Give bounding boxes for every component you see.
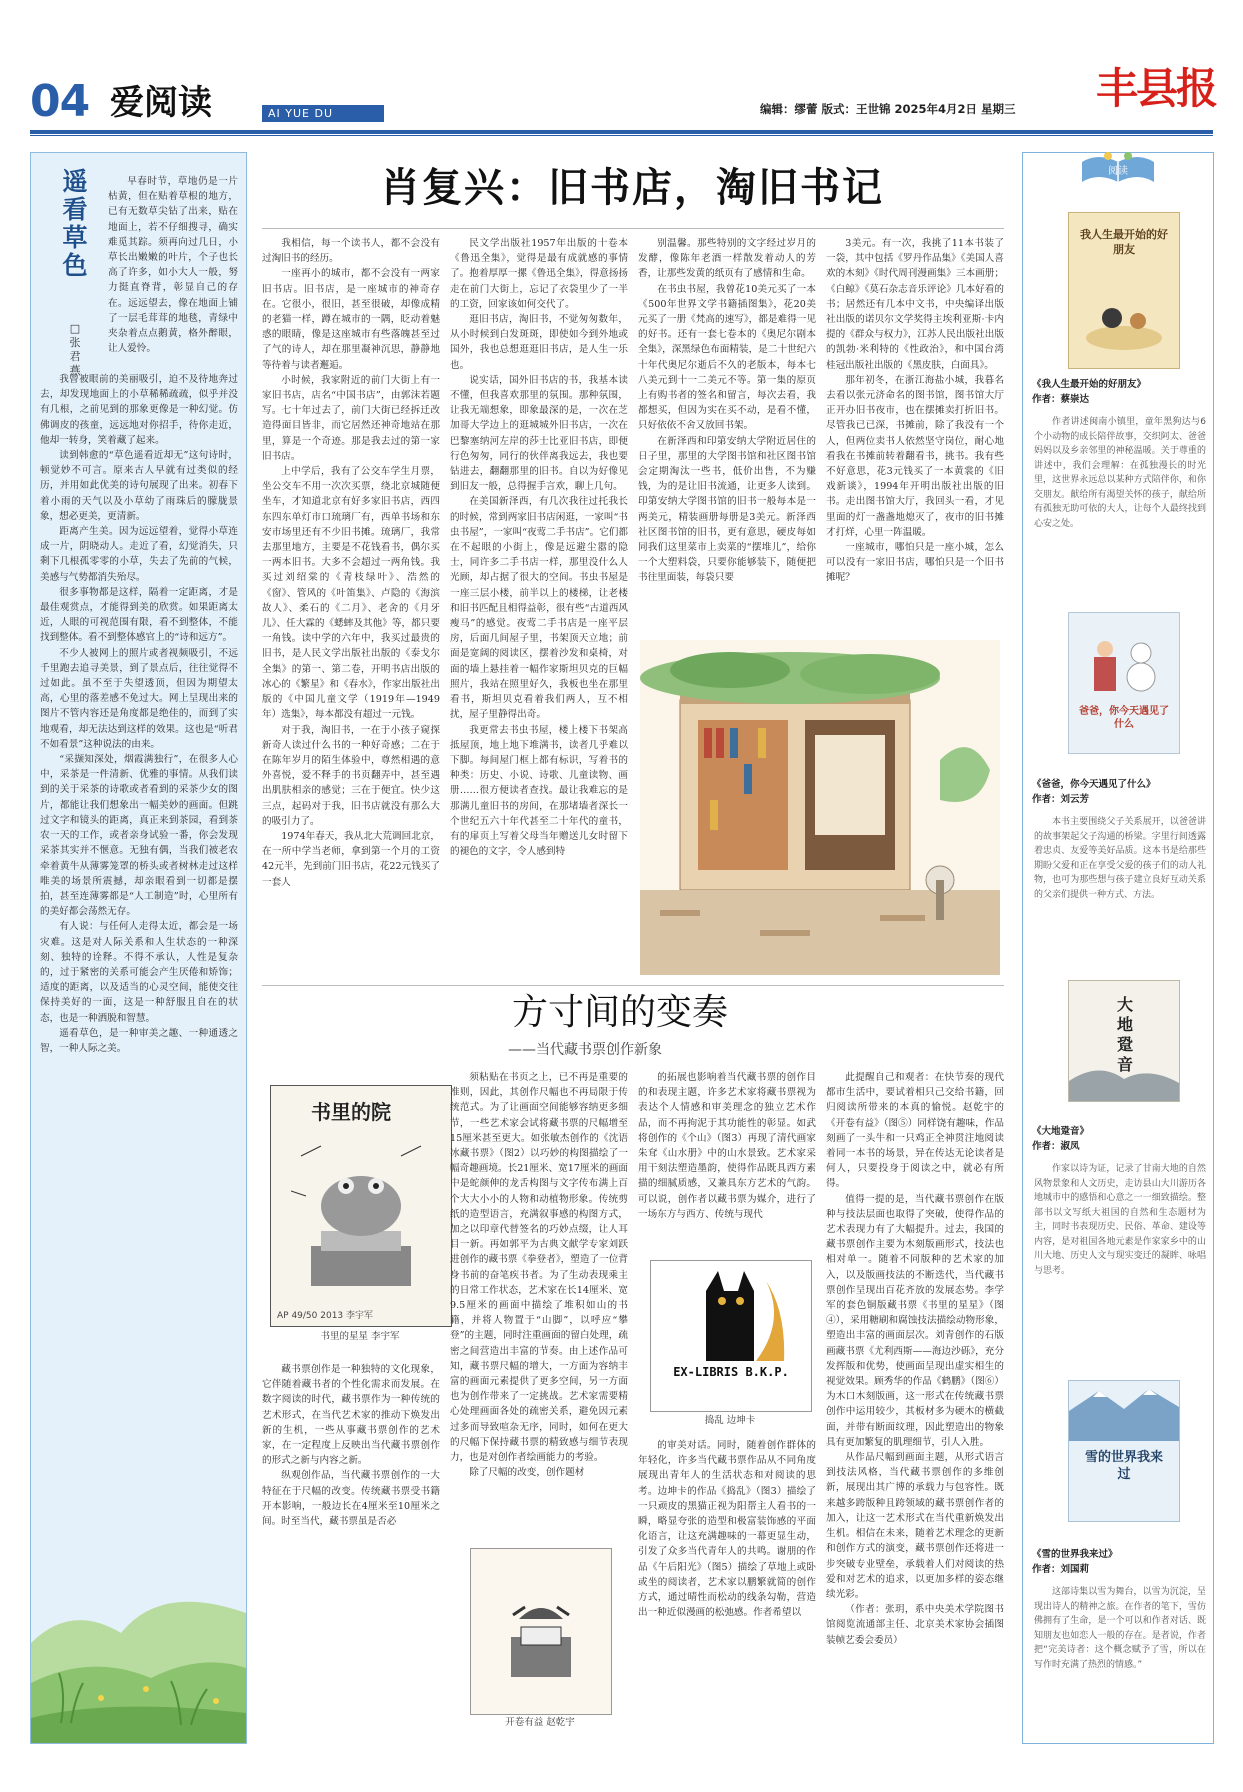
book-cover-4: [1068, 1380, 1180, 1522]
paragraph: 在美国新泽西，有几次我往过托我长的时候，常到两家旧书店闲逛，一家叫“书虫书屋”，一家叫“夜莺二手书店”。它们都在不起眼的小街上，像是远避尘嚣的隐士，同许多二手书店一样，那里没什么人光顾，却占据了很大的空间。书虫书屋是一座三层小楼，前半以上的楼梯，让老楼和旧书匹配且相得益彰，很有些“古道西风瘦马”的感觉。夜莺二手书店是一座平层房，后面几间屋子里，书架顶天立地；前面是宽阔的阅读区，摆着沙发和桌椅，对面的墙上悬挂着一幅作家斯坦贝克的巨幅照片，我站在照里好久，我板也坐在那里看书，斯坦贝克看着我们两人，互不相扰，屋子里静得出奇。: [450, 496, 628, 721]
ox-reading-illustration: [491, 1567, 591, 1687]
bookplate-1-title: 书里的院: [311, 1100, 391, 1124]
second-article-title: 方寸间的变奏: [512, 992, 729, 1033]
paragraph: 不少人被网上的照片或者视频吸引，不远千里跑去追寻美景，到了景点后，往往觉得不过如此。虽不至于失望透顶，但因为期望太高，心里的落差感不免过大。网上呈现出来的图片不管内容还是角度都是绝佳的，而到了实地观看，却无法达到这样的效果。这也是“听君不如看景”这种说法的由来。: [40, 647, 238, 750]
paragraph: 藏书票创作是一种独特的文化现象，它伴随着藏书者的个性化需求而发展。在数字阅读的时代，藏书票作为一种传统的艺术形式，在当代艺术家的推动下焕发出新的生机，一些从事藏书票创作的艺术家，在一定程度上反映出当代藏书票创作的形式之新与内容之新。: [262, 1364, 440, 1467]
header-rule-thin: [30, 135, 1213, 136]
paragraph: 距离产生美。因为远远望着，觉得小草连成一片，阴晓动人。走近了看，幻觉消失，只剩下几根孤零零的小草，失去了先前的气候，美感与气势都消失殆尽。: [40, 526, 238, 583]
paragraph: 小时候，我家附近的前门大街上有一家旧书店，店名“中国书店”，由郭沫若题写。七十年过去了，前门大街已经拆迁改造得面目皆非，而它居然还神奇地站在那里，算是一个奇迹。那是我去过的第一家旧书店。: [262, 374, 440, 462]
frog-illustration: [291, 1136, 431, 1296]
book-1-desc: [1034, 415, 1206, 595]
paragraph: 民文学出版社1957年出版的十卷本《鲁迅全集》，觉得是最有成就感的事情了。抱着厚厚一摞《鲁迅全集》，得意扬扬走在前门大街上，忘记了衣袋里少了一半的工资，回家该如何交代了。: [450, 238, 628, 310]
title-divider: [262, 228, 1004, 229]
masthead-logo: 丰县报: [1096, 64, 1217, 113]
section-title: 爱阅读: [110, 83, 212, 123]
bookplate-image-1: [270, 1085, 452, 1327]
bookplate-2-caption: 捣乱 边坤卡: [704, 1415, 756, 1426]
paragraph: 一座再小的城市，都不会没有一两家旧书店。旧书店，是一座城市的神奇存在。它很小，很旧，甚至很破，却像成精的老猫一样，蹲在城市的一隅，眨动着魅惑的眼睛，像是这座城市有些落魄甚至过了气的诗人，却在那里凝神沉思，静静地等待着与读者邂逅。: [262, 268, 440, 371]
paragraph: 在新泽西和印第安纳大学附近居住的日子里，那里的大学图书馆和社区图书馆会定期淘汰一些书，低价出售，不为赚钱，为的是让旧书流通，让更多人读到。印第安纳大学图书馆的旧书一般每本是一两美元，精装画册每册是3美元。新泽西社区图书馆的旧书，更有意思，硬皮每如同我们这里菜市上卖菜的“摆堆儿”，给你一个大塑料袋，只要你能够装下，随便把书往里面装，每袋只要: [638, 435, 816, 584]
main-col-1: [262, 236, 440, 996]
paragraph: （作者：张玥，系中央美术学院图书馆阅览流通部主任、北京美术家协会插图装帧艺委会委员）: [826, 1604, 1004, 1646]
book-4-desc-text: 这部诗集以雪为舞台，以雪为沉淀，呈现出诗人的精神之旅。在作者的笔下，雪仿佛拥有了生命，是一个可以和作者对话、既知朋友也如恋人一般的存在。是者说，作者把“完美诗者：这个概念赋予了雪，所以在写作时充满了热烈的情感。”: [1034, 1587, 1206, 1670]
book-cover-3-title: 大地跫音: [1117, 995, 1134, 1074]
main-col-3: [638, 236, 816, 656]
book-3-desc-text: 作家以诗为证，记录了甘南大地的自然风物景象和人文历史，走访县山大川游历各地城市中的感悟和心意之一一细致描绘。整部书以文写纸大祖国的自然和生态题材为主，同时书表现历史、民俗、革命、建设等内容，是对祖国各地元素是作家家乡中的山川大地、历史人文与现实变迁的凝眸、咏唱与思考。: [1034, 1164, 1206, 1276]
bookplate-1-caption: 书里的星星 李宇军: [320, 1331, 400, 1342]
paragraph: 早春时节，草地仍是一片枯黄，但在贴着草根的地方，已有无数草尖钻了出来，贴在地面上，若不仔细搜寻，确实难觅其踪。须再向过几日，小草长出嫩嫩的叶片，个子也长高了许多，如小大人一般，努力挺直脊背，彰显自己的存在。远远望去，像在地面上铺了一层毛茸茸的地毯，青绿中夹杂着点点鹅黄，格外醉眼，让人爱怜。: [108, 176, 238, 355]
main-col-4: [826, 236, 1004, 656]
book-4-desc: [1034, 1585, 1206, 1735]
book-2-desc-text: 本书主要围绕父子关系展开，以爸爸讲的故事架起父子沟通的桥梁。字里行间透露着忠贞、友爱等美好品质。这本书是给那些期盼父爱和正在享受父爱的孩子们的动人礼物，也可为那些想与孩子建立良好互动关系的父亲们提供一种方式、方法。: [1034, 817, 1206, 900]
book-3-desc: [1034, 1162, 1206, 1352]
left-essay-author: □张君燕: [69, 322, 81, 377]
paragraph: 在书虫书屋，我曾花10美元买了一本《500年世界文学书籍插图集》，花20美元买了一册《梵高的速写》，都是难得一见的好书。还有一套七卷本的《奥尼尔剧本全集》，深黑绿色布面精装，是二十世纪六十年代奥尼尔逝后不久的老版本，每本七八美元到十一二美元不等。第一集的原页上有购书者的签名和留言，每次去看，我都想买，但因为实在买不动，是看不懂，只好依依不舍又放回书架。: [638, 283, 816, 432]
paragraph: 除了尺幅的改变，创作题材: [469, 1467, 585, 1479]
second-col-d: [826, 1070, 1004, 1742]
second-col-a: [262, 1362, 440, 1742]
second-article-subtitle: ——当代藏书票创作新象: [508, 1042, 662, 1058]
main-article-title: 肖复兴：旧书店，淘旧书记: [380, 164, 884, 211]
book-4-author: 作者：刘国莉: [1032, 1564, 1090, 1575]
paragraph: 别温馨。那些特别的文字经过岁月的发酵，像陈年老酒一样散发着动人的芳香，让那些发黄的纸页有了感情和生命。: [638, 238, 816, 280]
bookplate-image-3: [470, 1548, 612, 1715]
paragraph: 我相信，每一个读书人，都不会没有过淘旧书的经历。: [262, 238, 440, 265]
book-2-author: 作者：刘云芳: [1032, 794, 1090, 805]
paragraph: 的审美对话。同时，随着创作群体的年轻化，许多当代藏书票作品从不同角度展现出青年人的生活状态和对阅读的思考。边坤卡的作品《捣乱》（图3）描绘了一只顽皮的黑猫正视为阳帮主人看书的一瞬，略显夸张的造型和极富装饰感的平面化语言，让这充满趣味的一幕更显生动，引发了众多当代青年人的共鸣。谢朋的作品《午后阳光》（图5）描绘了草地上或卧或坐的阅读者，艺术家以鹏繁就简的创作方式，通过晴性而松动的线条勾勒，营造出一种近似漫画的松弛感。作者希望以: [638, 1440, 816, 1619]
paragraph: 一座城市，哪怕只是一座小城，怎么可以没有一家旧书店，哪怕只是一个旧书摊呢？: [826, 542, 1004, 584]
paragraph: 很多事物都是这样，隔着一定距离，才是最佳观赏点，才能得到美的欣赏。如果距离太近，人眼的可视范围有限，看不到整体，不能找到整体。看不到整体感官上的“诗和远方”。: [40, 586, 238, 644]
paragraph: 那年初冬，在浙江海盐小城，我暮名去看以张元济命名的图书馆，图书馆大厅正开办旧书夜市，也在摆摊卖打折旧书。尽管我已已深，书摊前，除了我没有一个人，但两位卖书人依然坚守岗位，耐心地看我在书摊前转着翻看书，挑书。我有些不好意思，花3元钱买了一本黄裳的《旧戏新谈》，1994年开明出版社出版的旧书。走出图书馆大厅，我回头一看，才见里面的灯一盏盏地熄灭了，夜市的旧书摊才打烊，心里一阵温暖。: [826, 374, 1004, 538]
paragraph: 从作品尺幅到画面主题，从形式语言到技法风格，当代藏书票创作的多维创新，展现出其广博的承载力与包容性。既来越多跨版种且跨领域的藏书票创作者的加入，让这一艺术形式在当代重新焕发出生机。相信在未来，随着艺术理念的更新和创作方式的演变，藏书票创作还将进一步突破专业壁垒，承载着人们对阅读的热爱和对艺术的追求，以更加多样的姿态继续光彩。: [826, 1452, 1004, 1600]
book-cover-3-art: [1069, 1061, 1179, 1101]
paragraph: 对于我，淘旧书，一在于小孩子窥探新奇人读过什么书的一种好奇感；二在于在陈年岁月的陌生体验中，尊然相遇的意外喜悦，爱不释手的书页翻弄中，甚至遇出肌肤相亲的感觉；三在于便宜。快少这三点，起码对于我，旧书店就没有那么大的吸引力了。: [262, 724, 440, 827]
book-cover-2-title: 爸爸，你今天遇见了什么: [1079, 706, 1169, 730]
bookplate-image-2: [650, 1260, 812, 1412]
paragraph: 我曾被眼前的美丽吸引，迫不及待地奔过去，却发现地面上的小草稀稀疏疏，似乎并没有几根，之前见到的那象更像是一种幻觉。仿佛调皮的孩童，远远地对你招手，待你走近，他却一转身，笑着藏了起来。: [40, 374, 238, 446]
second-col-b: [450, 1070, 628, 1540]
bookshop-illustration: [640, 640, 1000, 975]
paragraph: 须粘贴在书页之上，已不再是重要的准则，因此，其创作尺幅也不再局限于传统范式。为了让画面空间能够容纳更多细节，一些艺术家会试将藏书票的尺幅增至15厘米甚至更大。如张敏杰创作的《沈语冰藏书票》（图2）以巧妙的构图描绘了一幅奇趣画境。长21厘米、宽17厘米的画面中是蛇颜伸的龙舌构图与文字传布满上百个大大小小的人物和动植物形象。传统剪纸的造型语言，充满叙事感的构图方式，加之以印章代替签名的巧妙点缀，让人耳目一新。再如郭平为古典文献学专家刘跃进创作的藏书票《拳登者》，塑造了一位背身书前的奋笔疾书者。为了生动表现乘主的日常工作状态，艺术家在长14厘米、宽9.5厘米的画面中描绘了堆积如山的书籍，并将人物置于“山脚”，以呼应“攀登”的主题，同时注重画面的留白处理，疏密之间营造出丰富的节奏。由上述作品可知，藏书票尺幅的增大，一方面为容纳丰富的画面元素提供了更多空间，另一方面也为创作带来了一定挑战。艺术家需要精心处理画面各处的疏密关系，避免因元素过多而导致喧杂无序，同时，如何在更大的尺幅下保持藏书票的精致感与细节表现力，也是对创作者绘画能力的考验。: [450, 1072, 628, 1464]
paragraph: 有人说：与任何人走得太近，都会是一场灾难。这是对人际关系和人生状态的一种深刻、独特的诠释。不得不承认，人性是复杂的，过于紧密的关系可能会产生厌倦和矫饰；适度的距离，以及适当的心灵空间，能使交往保持美好的一面，这是一种舒服且自在的状态，也是一种洒脱和智慧。: [40, 921, 238, 1024]
second-col-c-top: [638, 1070, 816, 1250]
paragraph: 读到韩愈的“草色遥看近却无”这句诗时，顿觉妙不可言。原来古人早就有过类似的经历，并用如此优美的诗句展现了出来。初春下着小雨的天气以及小草幼了雨珠后的朦胧景象，想必更美，更清新。: [40, 450, 238, 522]
book-2-desc: [1034, 815, 1206, 955]
left-essay-title: 遥看草色: [62, 167, 88, 280]
page-number: 04: [30, 76, 90, 127]
paragraph: 3美元。有一次，我挑了11本书装了一袋，其中包括《罗丹作品集》《美国人喜欢的木刻》《时代周刊漫画集》三本画册；《白鲸》《莫石杂志音乐评论》几本好看的书；居然还有几本中文书，中央编译出版社出版的诺贝尔文学奖得主埃利亚斯·卡内提的《群众与权力》，江苏人民出版社出版的凯勃·米利特的《性政治》，和中国台湾桂冠出版社出版的《黑皮肤，白面具》。: [826, 238, 1004, 371]
paragraph: 值得一提的是，当代藏书票创作在版种与技法层面也取得了突破，使得作品的艺术表现力有了大幅提升。过去，我国的藏书票创作主要为木刻版画形式，技法也相对单一。随着不同版种的艺术家的加入，以及版画技法的不断迭代，当代藏书票创作呈现出百花齐放的发展态势。李学军的套色铜版藏书票《书里的星星》（图④），采用糖刷和腐蚀技法描绘动物形象，塑造出丰富的画面层次。刘青创作的石版画藏书票《尤利西斯——海边沙砾》，充分发挥版和优势，使画面呈现出虚实相生的视觉效果。顾秀华的作品《鹤鹏》（图⑥）为木口木刻版画，这一形式在传统藏书票创作中运用较少，其板材多为硬木的横截面，并带有断面纹理，因此塑造出的物象具有更加繁复的肌理细节，引人入胜。: [826, 1193, 1004, 1448]
book-cover-2: [1068, 612, 1180, 754]
paragraph: 说实话，国外旧书店的书，我基本读不懂，但我喜欢那里的氛围。那种氛围，让我无端想象，即象最深的是，一次在芝加哥大学边上的逛城城外旧书店，一次在巴黎塞纳河左岸的莎士比亚旧书店，即便行色匆匆，同行的伙伴离我远去，我也要钻进去，翻翻那里的旧书。自以为好像见到旧友一般，总得握手言欢，聊上几句。: [450, 374, 628, 493]
paragraph: 1974年春天，我从北大荒调回北京，在一所中学当老师，拿到第一个月的工资42元半，先到前门旧书店，花22元钱买了一套人: [262, 830, 440, 888]
book-1-author: 作者：蔡崇达: [1032, 394, 1090, 405]
left-essay-body: [40, 372, 238, 1492]
section-pinyin: AI YUE DU: [262, 105, 384, 122]
book-cover-3: [1068, 980, 1180, 1102]
second-col-c-bottom: [638, 1438, 816, 1738]
book-cover-1-art: [1084, 283, 1164, 353]
header-rule: [30, 130, 1213, 134]
left-essay-lead: [108, 174, 238, 366]
paragraph: 纵观创作品，当代藏书票创作的一大特征在于尺幅的改变。传统藏书票受书籍开本影响，一般边长在4厘米至10厘米之间。时至当代，藏书票虽是否必: [262, 1470, 440, 1528]
paragraph: 遥看草色，是一种审美之趣、一种通透之智，一种人际之美。: [40, 1027, 238, 1054]
book-4-title: 《雪的世界我来过》: [1032, 1549, 1118, 1560]
book-1-desc-text: 作者讲述闽南小镇里，童年黑狗达与6个小动物的成长陪伴故事，交织阿太、爸爸妈妈以及乡亲邻里的神秘温暖。关于尊重的讲述中，我们会理解：在孤独漫长的时光里，这世界永远总以某种方式陪伴你，和你交朋友。献给所有渴望关怀的孩子，献给所有孤独无助可依的大人，让每个人最终找到心安之处。: [1034, 417, 1206, 529]
main-col-2: [450, 236, 628, 996]
book-cover-1-title: 我人生最开始的好朋友: [1080, 228, 1168, 256]
paragraph: 此提醒自己和观者：在快节奏的现代都市生活中，要试着相只己交给书籍，回归阅读所带来的本真的愉悦。赵乾宇的《开卷有益》（图⑤）同样饶有趣味，作品刻画了一头牛和一只鸡正全神贯注地阅读着同一本书的场景，异在传达无论读者是何人，只要投身于阅读之中，就必有所得。: [826, 1072, 1004, 1190]
book-cover-4-title: 雪的世界我来过: [1084, 1450, 1163, 1482]
book-3-author: 作者：淑凤: [1032, 1141, 1080, 1152]
grass-illustration: [31, 1493, 246, 1743]
editor-info: 编辑：缪蕾 版式：王世锦 2025年4月2日 星期三: [760, 102, 1016, 116]
book-1-title: 《我人生最开始的好朋友》: [1032, 379, 1147, 390]
paragraph: 上中学后，我有了公交车学生月票，坐公交车不用一次次买票，绕北京城随便坐车，才知道北京有好多家旧书店，西四东四东单灯市口琉璃厂有，西单书场和东安市场里还有不少旧书摊。琉璃厂，我常去那里地方，主要是不花钱看书，偶尔买一两本旧书。大多不会超过一两角钱。我买过刘绍棠的《青枝绿叶》、浩然的《窗》、管风的《叶笛集》、卢隐的《海滨故人》、柔石的《二月》、老舍的《月牙儿》、任大霖的《蟋蟀及其他》等，都只要一角钱。读中学的六年中，我买过最贵的旧书，是人民文学出版社出版的《泰戈尔全集》的第一、第二卷，开明书店出版的冰心的《繁星》和《春水》，作家出版社出版的《中国儿童文学（1919年—1949年）选集》，每本都没有超过一元钱。: [262, 466, 440, 721]
book-2-title: 《爸爸，你今天遇见了什么》: [1032, 779, 1156, 790]
paragraph: 逛旧书店，淘旧书，不觉匆匆数年，从小时候到白发斑斑，即使如今到外地或国外，我也总想逛逛旧书店，是人生一乐也。: [450, 314, 628, 371]
book-3-title: 《大地跫音》: [1032, 1126, 1090, 1137]
cat-illustration: [666, 1261, 796, 1361]
book-cover-4-art: [1069, 1381, 1179, 1441]
bookplate-1-marks: AP 49/50 2013 李宇军: [277, 1311, 374, 1321]
reading-badge-label: 阅读: [1108, 166, 1128, 177]
paragraph: 我更常去书虫书屋，楼上楼下书架高抵屋顶，地上地下堆满书，读者几乎难以下脚。每间屋门框上都有标识，写着书的种类：历史、小说、诗歌、儿童读物、画册……很方便读者查找。最让我难忘的是那满儿童旧书的房间，在那堵墙者深长一个世纪五六十年代甚至二十年代的童书，有的扉页上写着父母当年赠送儿女时留下的褪色的文字，令人感到特: [450, 724, 628, 858]
book-cover-1: [1068, 212, 1180, 369]
paragraph: “采撷知深处，烟霞满独行”，在很多人心中，采茶是一件清新、优雅的事情。从我们读到的关于采茶的诗歌或者看到的采茶少女的图片，都能让我们想象出一幅美妙的画面。但跳过文字和镜头的距离，真正来到茶园，看到茶农一天的工作，或者亲身试验一番，你会发现采茶其实并不惬意。无独有偶，当我们被老农牵着黄牛从薄雾笼罩的桥头或者树林走过这样唯美的场景所震撼，却亲眼看到一切都是摆拍，甚至连薄雾都是“人工制造”时，心里所有的美好都会荡然无存。: [40, 754, 238, 918]
article-divider: [262, 985, 1004, 986]
book-cover-2-art: [1079, 627, 1169, 697]
paragraph: 的拓展也影响着当代藏书票的创作目的和表现主题，许多艺术家将藏书票视为表达个人情感和审美理念的独立艺术作品，而不再拘泥于其功能性的彰显。如武将创作的《个山》（图3）再现了清代画家朱耷《山水册》中的山水景致。艺术家采用干刻法塑造墨韵，使得作品既具西方素描的细腻质感，又兼具东方艺术的气韵。可以说，创作者以藏书票为媒介，进行了一场东方与西方、传统与现代: [638, 1072, 816, 1220]
bookplate-2-text: EX-LIBRIS B.K.P.: [673, 1365, 789, 1379]
bookplate-3-caption: 开卷有益 赵乾宇: [505, 1717, 575, 1728]
